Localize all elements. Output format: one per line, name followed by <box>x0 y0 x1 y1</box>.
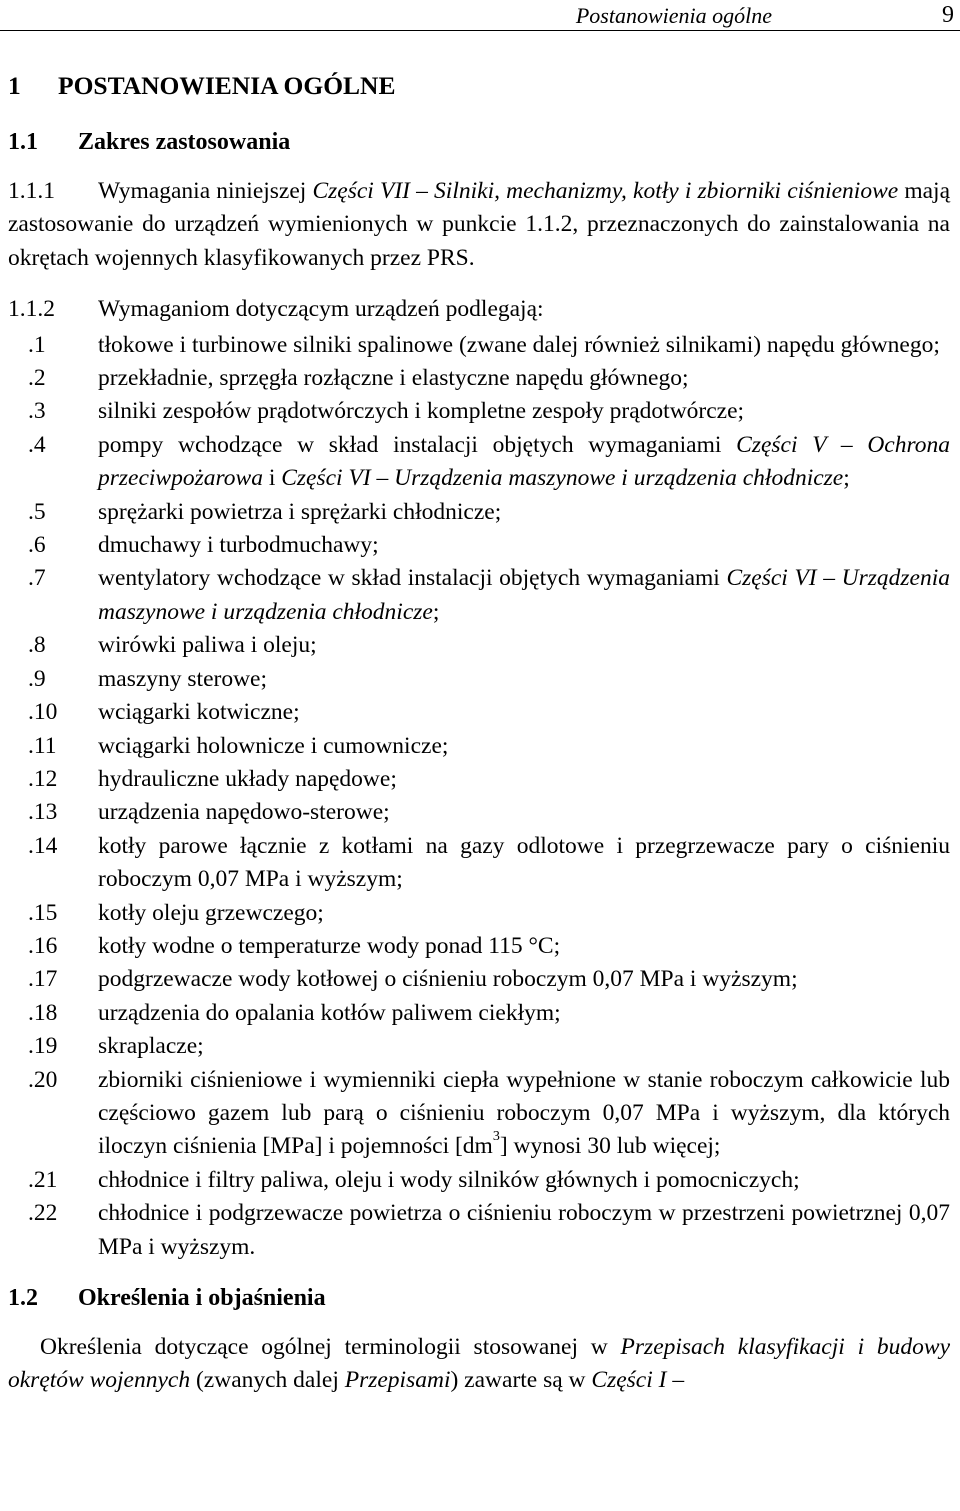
list-item <box>8 395 950 428</box>
item-number: .10 <box>28 699 58 726</box>
item-number: .18 <box>28 999 58 1026</box>
item-text: hydrauliczne układy napędowe; <box>98 765 397 792</box>
paragraph-text: ) zawarte są w <box>450 1367 592 1394</box>
item-number: .14 <box>28 832 58 859</box>
section-number: 1.2 <box>8 1285 38 1311</box>
item-text: kotły oleju grzewczego; <box>98 899 324 926</box>
item-text: chłodnice i filtry paliwa, oleju i wody silników głównych i pomocniczych; <box>98 1166 800 1193</box>
list-item <box>8 362 950 395</box>
item-text: urządzenia napędowo-sterowe; <box>98 799 390 826</box>
item-text <box>98 429 950 496</box>
part-reference: Części V – Ochrona przeciwpożarowa <box>98 431 951 492</box>
item-text: silniki zespołów prądotwórczych i kompletne zespoły prądotwórcze; <box>98 398 745 425</box>
paragraph-1-1-2 <box>8 293 950 326</box>
item-text: tłokowe i turbinowe silniki spalinowe (zwane dalej również silnikami) napędu głównego; <box>98 331 940 358</box>
list-item <box>8 663 950 696</box>
item-number: .11 <box>28 732 57 759</box>
section-number: 1.1 <box>8 129 38 155</box>
document-body <box>8 66 950 1398</box>
item-number: .17 <box>28 966 58 993</box>
section-title: Zakres zastosowania <box>78 129 291 155</box>
paragraph-text: Wymagania niniejszej <box>98 178 313 204</box>
item-text: chłodnice i podgrzewacze powietrza o ciśnieniu roboczym w przestrzeni powietrznej 0,07 MPa i wyższym. <box>98 1200 950 1260</box>
list-item <box>8 930 950 963</box>
rules-reference: Przepisach klasyfikacji i budowy okrętów wojennych <box>8 1334 950 1394</box>
paragraph-1-1-1 <box>8 175 950 275</box>
list-item <box>8 629 950 662</box>
list-item <box>8 696 950 729</box>
item-text-part: ; <box>843 465 850 492</box>
paragraph-text: Wymaganiom dotyczącym urządzeń podlegają: <box>98 296 544 323</box>
item-number: .20 <box>28 1066 58 1093</box>
list-item <box>8 529 950 562</box>
item-number: .1 <box>28 331 46 358</box>
list-item <box>8 763 950 796</box>
list-item <box>8 963 950 996</box>
part-reference: Części VII – Silniki, mechanizmy, kotły i zbiorniki ciśnieniowe <box>312 178 899 204</box>
item-number: .21 <box>28 1166 58 1193</box>
paragraph-text: Określenia dotyczące ogólnej terminologii stosowanej w <box>40 1334 621 1360</box>
item-text: dmuchawy i turbodmuchawy; <box>98 532 379 559</box>
rules-reference: Przepisami <box>344 1367 451 1394</box>
list-item <box>8 1064 950 1164</box>
list-item <box>8 1164 950 1197</box>
item-number: .15 <box>28 899 58 926</box>
item-number: .22 <box>28 1200 58 1227</box>
item-text: sprężarki powietrza i sprężarki chłodnicze; <box>98 498 502 525</box>
item-number: .7 <box>28 565 46 592</box>
list-item <box>8 1030 950 1063</box>
part-reference: Części VI – Urządzenia maszynowe i urządzenia chłodnicze <box>281 465 844 492</box>
paragraph-number: 1.1.1 <box>8 178 55 204</box>
definitions-paragraph <box>8 1331 950 1398</box>
list-item <box>8 429 950 496</box>
item-text: skraplacze; <box>98 1033 204 1060</box>
item-text: wciągarki kotwiczne; <box>98 699 300 726</box>
item-number: .3 <box>28 398 46 425</box>
item-number: .4 <box>28 431 46 458</box>
list-item <box>8 1197 950 1264</box>
item-number: .2 <box>28 365 46 392</box>
item-text <box>98 1064 950 1164</box>
item-number: .12 <box>28 765 58 792</box>
part-reference: Części I – <box>591 1367 685 1394</box>
item-text: maszyny sterowe; <box>98 665 268 692</box>
item-text-part: wentylatory wchodzące w skład instalacji objętych wymaganiami <box>98 565 727 592</box>
item-text-part: i <box>262 465 282 492</box>
item-list <box>8 329 950 1264</box>
section-title: POSTANOWIENIA OGÓLNE <box>58 71 396 100</box>
item-text: urządzenia do opalania kotłów paliwem ciekłym; <box>98 999 561 1026</box>
item-number: .5 <box>28 498 46 525</box>
item-text: kotły wodne o temperaturze wody ponad 115 °C; <box>98 932 561 959</box>
section-title: Określenia i objaśnienia <box>78 1285 326 1311</box>
item-text-part: pompy wchodzące w skład instalacji objętych wymaganiami <box>98 431 737 458</box>
item-text: podgrzewacze wody kotłowej o ciśnieniu roboczym 0,07 MPa i wyższym; <box>98 966 798 993</box>
list-item <box>8 796 950 829</box>
paragraph-text: (zwanych dalej <box>190 1367 345 1394</box>
list-item <box>8 496 950 529</box>
item-text <box>98 562 950 629</box>
superscript: 3 <box>492 1129 500 1145</box>
page-number: 9 <box>942 2 954 28</box>
section-heading-1-2 <box>8 1278 950 1318</box>
section-heading-1-1 <box>8 122 950 162</box>
list-item <box>8 997 950 1030</box>
list-item <box>8 329 950 362</box>
item-number: .9 <box>28 665 46 692</box>
section-heading-1 <box>8 66 950 106</box>
running-header <box>0 0 960 31</box>
running-header-title: Postanowienia ogólne <box>575 3 772 28</box>
item-number: .6 <box>28 532 46 559</box>
item-text: wciągarki holownicze i cumownicze; <box>98 732 449 759</box>
item-text-part: ] wynosi 30 lub więcej; <box>499 1133 721 1160</box>
item-number: .13 <box>28 799 58 826</box>
item-number: .16 <box>28 932 58 959</box>
item-number: .19 <box>28 1033 58 1060</box>
list-item <box>8 562 950 629</box>
list-item <box>8 830 950 897</box>
item-text: kotły parowe łącznie z kotłami na gazy odlotowe i przegrzewacze pary o ciśnieniu roboczym 0,07 MPa i wyższym; <box>98 832 950 893</box>
item-number: .8 <box>28 632 46 659</box>
section-number: 1 <box>8 71 21 100</box>
part-reference: Części VI – Urządzenia maszynowe i urządzenia chłodnicze <box>98 565 950 625</box>
item-text: przekładnie, sprzęgła rozłączne i elastyczne napędu głównego; <box>98 365 689 392</box>
item-text-part: ; <box>432 598 440 625</box>
item-text-part: zbiorniki ciśnieniowe i wymienniki ciepła wypełnione w stanie roboczym całkowicie lub częściowo gazem lub parą o ciśnieniu roboczym 0,07 MPa i wyższym, dla których iloczyn ciśnienia [MPa] i pojemności [dm <box>98 1066 950 1160</box>
list-item <box>8 897 950 930</box>
list-item <box>8 730 950 763</box>
paragraph-number: 1.1.2 <box>8 296 55 323</box>
item-text: wirówki paliwa i oleju; <box>98 632 317 659</box>
paragraph-text: mają zastosowanie do urządzeń wymienionych w punkcie 1.1.2, przeznaczonych do zainstalowania na okrętach wojennych klasyfikowanych przez PRS. <box>8 178 951 271</box>
